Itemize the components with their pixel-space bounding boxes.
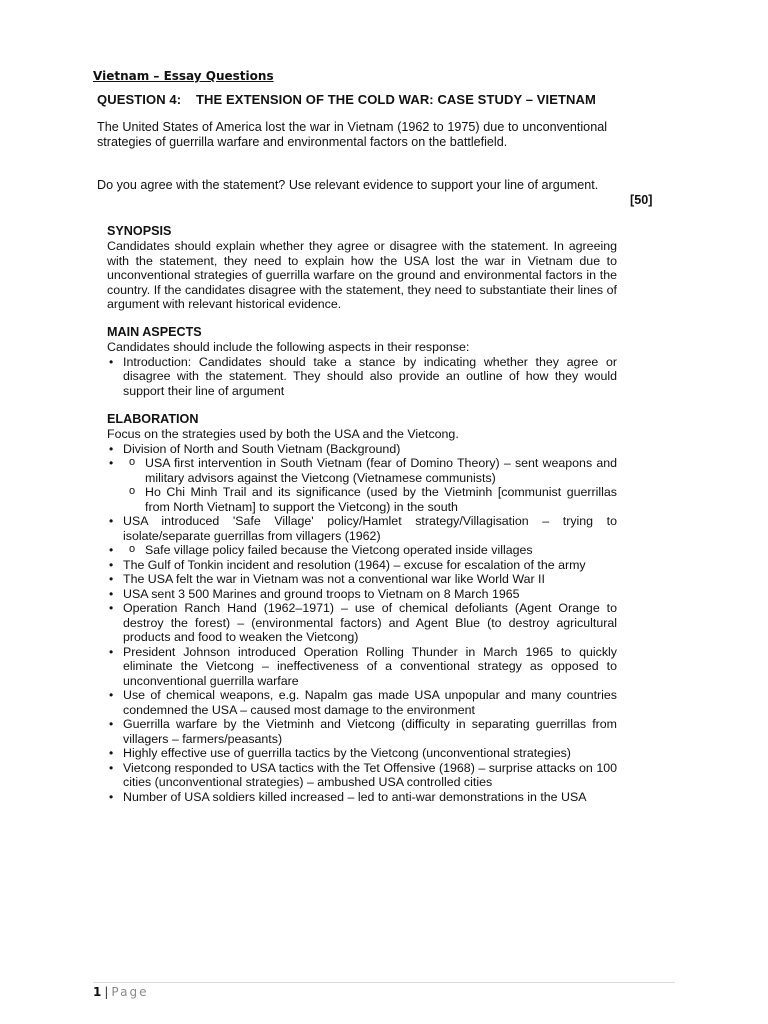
page-label: Page <box>111 985 149 999</box>
sub-list-container <box>107 456 617 514</box>
list-item: • The Gulf of Tonkin incident and resolution (1964) – excuse for escalation of the army <box>107 558 617 573</box>
list-item: • Introduction: Candidates should take a stance by indicating whether they agree or disagree with the statement. They should also provide an outline of how they would support their line of argument <box>107 355 617 399</box>
list-item: • Use of chemical weapons, e.g. Napalm gas made USA unpopular and many countries condemned the USA – caused most damage to the environment <box>107 688 617 717</box>
elaboration-intro: Focus on the strategies used by both the USA and the Vietcong. <box>107 427 459 441</box>
list-item: • The USA felt the war in Vietnam was not a conventional war like World War II <box>107 572 617 587</box>
main-aspects-section <box>107 325 617 398</box>
synopsis-text: Candidates should explain whether they agree or disagree with the statement. In agreeing with the statement, they need to explain how the USA lost the war in Vietnam due to unconventional strategies of guerrilla warfare on the ground and environmental factors in the country. If the candidates disagree with the statement, they need to substantiate their lines of argument with relevant historical evidence. <box>107 239 617 311</box>
essay-question: Do you agree with the statement? Use relevant evidence to support your line of argument. <box>97 178 599 192</box>
list-item: • Number of USA soldiers killed increased – led to anti-war demonstrations in the USA <box>107 790 617 805</box>
list-item: • President Johnson introduced Operation Rolling Thunder in March 1965 to quickly eliminate the Vietcong – ineffectiveness of a conventional strategy as opposed to unconventional guerrilla warfare <box>107 645 617 689</box>
sub-list-item: o • Safe village policy failed because the Vietcong operated inside villages <box>107 543 617 558</box>
sub-list-item: o Ho Chi Minh Trail and its significance (used by the Vietminh [communist guerrillas from North Vietnam] to support the Vietcong) in the south <box>107 485 617 514</box>
marks-label: [50] <box>630 193 653 207</box>
synopsis-title: SYNOPSIS <box>107 224 172 238</box>
page-footer <box>93 985 148 999</box>
document-heading: Vietnam – Essay Questions <box>93 69 274 83</box>
list-item: • USA sent 3 500 Marines and ground troops to Vietnam on 8 March 1965 <box>107 587 617 602</box>
footer-divider <box>93 982 675 983</box>
list-item: • Vietcong responded to USA tactics with the Tet Offensive (1968) – surprise attacks on 100 cities (unconventional strategies) – ambushed USA controlled cities <box>107 761 617 790</box>
list-item: • Highly effective use of guerrilla tactics by the Vietcong (unconventional strategies) <box>107 746 617 761</box>
list-item: • Guerrilla warfare by the Vietminh and Vietcong (difficulty in separating guerrillas from villagers – farmers/peasants) <box>107 717 617 746</box>
elaboration-list <box>107 442 617 805</box>
footer-separator: | <box>104 985 109 999</box>
question-title: QUESTION 4: THE EXTENSION OF THE COLD WAR: CASE STUDY – VIETNAM <box>97 92 596 107</box>
page-number: 1 <box>93 985 102 999</box>
main-aspects-title: MAIN ASPECTS <box>107 325 202 339</box>
sub-list-item: o • USA first intervention in South Vietnam (fear of Domino Theory) – sent weapons and military advisors against the Vietcong (Vietnamese communists) <box>107 456 617 485</box>
main-aspects-list <box>107 355 617 399</box>
list-item: • USA introduced 'Safe Village' policy/Hamlet strategy/Villagisation – trying to isolate/separate guerrillas from villagers (1962) <box>107 514 617 543</box>
main-aspects-intro: Candidates should include the following aspects in their response: <box>107 340 470 354</box>
list-item: • Operation Ranch Hand (1962–1971) – use of chemical defoliants (Agent Orange to destroy the forest) – (environmental factors) and Agent Blue (to destroy agricultural products and food to weaken the Vietcong) <box>107 601 617 645</box>
synopsis-section <box>107 224 617 312</box>
list-item: • Division of North and South Vietnam (Background) <box>107 442 617 457</box>
essay-statement: The United States of America lost the war in Vietnam (1962 to 1975) due to unconventional strategies of guerrilla warfare and environmental factors on the battlefield. <box>97 120 607 149</box>
sub-list-container <box>107 543 617 558</box>
elaboration-title: ELABORATION <box>107 412 199 426</box>
elaboration-section <box>107 412 617 804</box>
